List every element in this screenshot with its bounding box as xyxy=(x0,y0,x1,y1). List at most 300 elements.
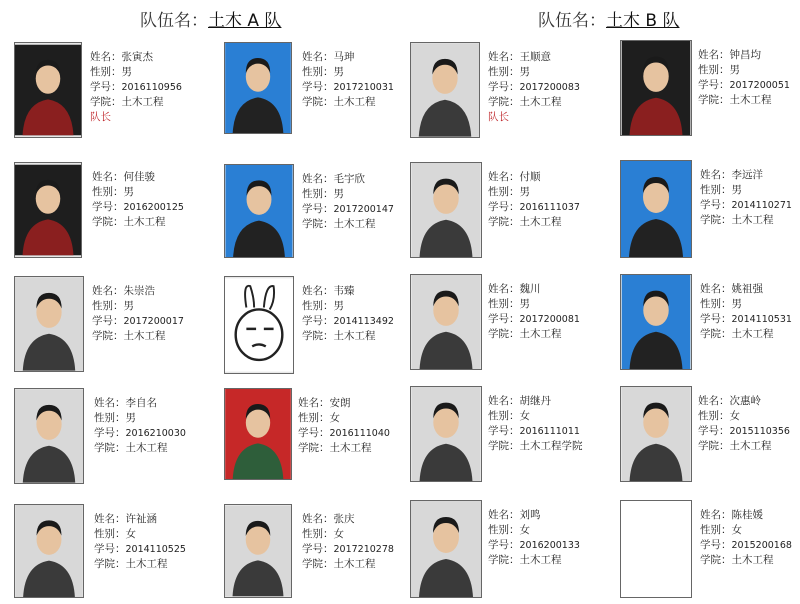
member-card xyxy=(14,504,204,604)
member-id-label: 学号： xyxy=(92,201,124,213)
member-id: 2016200125 xyxy=(123,202,184,213)
member-card xyxy=(620,40,800,140)
member-gender-label: 性别： xyxy=(488,186,520,198)
member-id: 2017200051 xyxy=(729,80,790,91)
member-gender: 女 xyxy=(125,528,136,540)
member-college: 土木工程 xyxy=(729,440,772,452)
member-name-row xyxy=(298,396,390,411)
member-gender-label: 性别： xyxy=(302,300,334,312)
member-name: 姚祖强 xyxy=(731,283,763,295)
member-college-label: 学院： xyxy=(700,328,732,340)
member-name-label: 姓名： xyxy=(90,51,122,63)
member-info xyxy=(698,48,790,108)
member-id: 2015200168 xyxy=(731,540,792,551)
member-gender-label: 性别： xyxy=(488,298,520,310)
member-gender: 男 xyxy=(333,300,344,312)
member-gender: 男 xyxy=(731,298,742,310)
member-info xyxy=(302,50,394,110)
member-id: 2014110271 xyxy=(731,200,792,211)
member-id-label: 学号： xyxy=(488,313,520,325)
member-photo xyxy=(620,500,692,598)
member-photo xyxy=(620,160,692,258)
member-id-label: 学号： xyxy=(698,79,730,91)
member-gender: 女 xyxy=(329,412,340,424)
member-name: 张寅杰 xyxy=(121,51,153,63)
member-card xyxy=(410,162,600,262)
team-name: 土木 B 队 xyxy=(606,11,680,31)
member-gender: 男 xyxy=(123,186,134,198)
member-college: 土木工程 xyxy=(519,554,562,566)
member-gender-row xyxy=(302,299,394,314)
member-id-row xyxy=(302,80,394,95)
member-card xyxy=(224,276,414,376)
member-college: 土木工程 xyxy=(519,216,562,228)
member-id-label: 学号： xyxy=(698,425,730,437)
member-name: 陈桂媛 xyxy=(731,509,763,521)
member-name-row xyxy=(90,50,182,65)
member-name-label: 姓名： xyxy=(94,397,126,409)
member-id-row xyxy=(94,426,186,441)
member-card xyxy=(14,42,204,142)
member-name-row xyxy=(92,284,184,299)
team-b-title xyxy=(538,6,679,31)
team-a-title xyxy=(140,6,281,31)
member-id-row xyxy=(92,200,184,215)
member-college-label: 学院： xyxy=(488,216,520,228)
member-name-row xyxy=(94,512,186,527)
member-id-row xyxy=(302,202,394,217)
member-gender-label: 性别： xyxy=(698,410,730,422)
member-id: 2017200083 xyxy=(519,82,580,93)
member-photo xyxy=(224,42,292,134)
member-id-label: 学号： xyxy=(488,81,520,93)
member-info xyxy=(298,396,390,456)
member-id-label: 学号： xyxy=(488,539,520,551)
member-info xyxy=(698,394,790,454)
member-id-label: 学号： xyxy=(302,315,334,327)
member-name-row xyxy=(700,508,792,523)
member-card xyxy=(410,500,600,600)
member-college-row xyxy=(302,217,394,232)
member-name: 马珅 xyxy=(333,51,355,63)
member-photo xyxy=(620,274,692,370)
member-info xyxy=(94,396,186,456)
member-name-row xyxy=(700,168,792,183)
member-name-row xyxy=(302,512,394,527)
member-gender-label: 性别： xyxy=(94,528,126,540)
member-photo xyxy=(224,276,294,374)
member-gender-row xyxy=(302,527,394,542)
member-gender-row xyxy=(92,185,184,200)
member-name-row xyxy=(488,50,580,65)
member-college-row xyxy=(488,327,580,342)
member-gender-label: 性别： xyxy=(488,410,520,422)
member-card xyxy=(14,162,204,262)
member-gender: 男 xyxy=(731,184,742,196)
member-name-row xyxy=(698,48,790,63)
member-gender-label: 性别： xyxy=(92,186,124,198)
member-id-label: 学号： xyxy=(488,425,520,437)
member-name-label: 姓名： xyxy=(488,509,520,521)
member-info xyxy=(94,512,186,572)
member-info xyxy=(90,50,182,125)
member-college-label: 学院： xyxy=(488,328,520,340)
member-name-row xyxy=(302,284,394,299)
member-college-label: 学院： xyxy=(698,94,730,106)
member-name-label: 姓名： xyxy=(302,513,334,525)
member-name-row xyxy=(488,394,583,409)
member-id-label: 学号： xyxy=(700,539,732,551)
member-id: 2015110356 xyxy=(729,426,790,437)
member-college: 土木工程 xyxy=(731,554,774,566)
member-id-label: 学号： xyxy=(488,201,520,213)
member-college: 土木工程 xyxy=(333,330,376,342)
member-card xyxy=(224,388,414,488)
member-college-label: 学院： xyxy=(302,558,334,570)
member-id: 2016110956 xyxy=(121,82,182,93)
member-gender-label: 性别： xyxy=(302,188,334,200)
member-id-label: 学号： xyxy=(302,81,334,93)
member-gender: 女 xyxy=(731,524,742,536)
team-title-prefix: 队伍名： xyxy=(140,11,208,31)
member-photo xyxy=(14,276,84,372)
member-gender: 女 xyxy=(519,524,530,536)
member-college-label: 学院： xyxy=(488,96,520,108)
member-info xyxy=(488,508,580,568)
member-college-label: 学院： xyxy=(488,440,520,452)
captain-tag: 队长 xyxy=(488,111,509,123)
member-gender-label: 性别： xyxy=(92,300,124,312)
member-gender: 男 xyxy=(121,66,132,78)
member-card xyxy=(620,274,800,374)
member-id-row xyxy=(90,80,182,95)
member-card xyxy=(410,274,600,374)
member-college: 土木工程 xyxy=(123,330,166,342)
member-photo xyxy=(410,386,482,482)
member-name: 钟昌均 xyxy=(729,49,761,61)
member-name-label: 姓名： xyxy=(488,283,520,295)
member-id-label: 学号： xyxy=(298,427,330,439)
member-id: 2014110525 xyxy=(125,544,186,555)
member-name-label: 姓名： xyxy=(700,509,732,521)
member-photo xyxy=(14,504,84,598)
member-info xyxy=(700,282,792,342)
member-college: 土木工程 xyxy=(125,558,168,570)
member-id-row xyxy=(298,426,390,441)
member-gender-label: 性别： xyxy=(302,528,334,540)
member-photo xyxy=(224,504,292,598)
member-gender-label: 性别： xyxy=(90,66,122,78)
member-college-row xyxy=(700,553,792,568)
member-name-label: 姓名： xyxy=(700,169,732,181)
member-college-label: 学院： xyxy=(92,330,124,342)
member-college-row xyxy=(488,553,580,568)
member-name-row xyxy=(488,170,580,185)
member-college-label: 学院： xyxy=(90,96,122,108)
member-college-row xyxy=(94,557,186,572)
member-name: 毛宇欣 xyxy=(333,173,365,185)
member-gender-row xyxy=(94,527,186,542)
member-info xyxy=(488,394,583,454)
member-id-row xyxy=(488,538,580,553)
member-id-row xyxy=(698,78,790,93)
member-college-label: 学院： xyxy=(698,440,730,452)
member-gender-label: 性别： xyxy=(302,66,334,78)
member-id: 2016111011 xyxy=(519,426,580,437)
member-id: 2017200081 xyxy=(519,314,580,325)
member-id-row xyxy=(302,542,394,557)
member-photo xyxy=(224,164,294,258)
member-gender-label: 性别： xyxy=(700,524,732,536)
member-gender: 男 xyxy=(519,66,530,78)
member-id-row xyxy=(488,80,580,95)
member-gender-row xyxy=(92,299,184,314)
member-name-row xyxy=(302,172,394,187)
member-college-row xyxy=(298,441,390,456)
member-college: 土木工程 xyxy=(731,214,774,226)
member-name: 李远洋 xyxy=(731,169,763,181)
member-gender-row xyxy=(302,65,394,80)
member-gender: 女 xyxy=(729,410,740,422)
member-college: 土木工程 xyxy=(125,442,168,454)
member-card xyxy=(410,386,600,486)
member-id: 2017200147 xyxy=(333,204,394,215)
member-card xyxy=(224,504,414,604)
member-card xyxy=(620,160,800,260)
member-id-label: 学号： xyxy=(94,543,126,555)
member-gender-label: 性别： xyxy=(488,524,520,536)
member-gender-label: 性别： xyxy=(488,66,520,78)
member-college-label: 学院： xyxy=(298,442,330,454)
member-info xyxy=(488,170,580,230)
member-college-row xyxy=(488,95,580,110)
member-photo xyxy=(410,500,482,598)
member-id-row xyxy=(488,424,583,439)
member-name-row xyxy=(302,50,394,65)
member-gender-row xyxy=(302,187,394,202)
member-id-row xyxy=(94,542,186,557)
member-name-label: 姓名： xyxy=(302,173,334,185)
member-gender: 男 xyxy=(333,66,344,78)
member-name-row xyxy=(94,396,186,411)
member-card xyxy=(224,164,414,264)
member-gender-row xyxy=(700,297,792,312)
member-name: 刘鸣 xyxy=(519,509,541,521)
member-college-label: 学院： xyxy=(302,218,334,230)
member-name-row xyxy=(700,282,792,297)
member-name-label: 姓名： xyxy=(302,51,334,63)
team-name: 土木 A 队 xyxy=(208,11,282,31)
member-id: 2016210030 xyxy=(125,428,186,439)
member-college-label: 学院： xyxy=(302,330,334,342)
member-name-label: 姓名： xyxy=(488,171,520,183)
member-name-label: 姓名： xyxy=(698,49,730,61)
member-info xyxy=(92,284,184,344)
member-college-row xyxy=(700,213,792,228)
member-info xyxy=(302,284,394,344)
member-name-label: 姓名： xyxy=(94,513,126,525)
member-college: 土木工程 xyxy=(123,216,166,228)
member-gender-label: 性别： xyxy=(698,64,730,76)
member-photo xyxy=(14,388,84,484)
member-id: 2017210031 xyxy=(333,82,394,93)
member-id: 2014110531 xyxy=(731,314,792,325)
member-gender-row xyxy=(90,65,182,80)
member-gender: 女 xyxy=(333,528,344,540)
member-gender-label: 性别： xyxy=(700,184,732,196)
member-id-label: 学号： xyxy=(302,203,334,215)
member-id: 2017200017 xyxy=(123,316,184,327)
member-photo xyxy=(410,274,482,370)
member-college-row xyxy=(488,215,580,230)
member-name: 韦臻 xyxy=(333,285,355,297)
member-name-label: 姓名： xyxy=(302,285,334,297)
member-college-row xyxy=(698,93,790,108)
member-gender-row xyxy=(488,185,580,200)
member-college: 土木工程 xyxy=(333,218,376,230)
member-gender-row xyxy=(94,411,186,426)
member-name: 朱崇浩 xyxy=(123,285,155,297)
captain-tag: 队长 xyxy=(90,111,111,123)
member-id-label: 学号： xyxy=(90,81,122,93)
member-info xyxy=(302,512,394,572)
member-card xyxy=(620,500,800,600)
member-id: 2017210278 xyxy=(333,544,394,555)
member-college-row xyxy=(94,441,186,456)
member-college: 土木工程 xyxy=(329,442,372,454)
member-name: 安朗 xyxy=(329,397,351,409)
member-college-label: 学院： xyxy=(92,216,124,228)
member-name-row xyxy=(92,170,184,185)
member-gender-label: 性别： xyxy=(94,412,126,424)
member-college-label: 学院： xyxy=(700,554,732,566)
member-id-row xyxy=(700,198,792,213)
member-gender-row xyxy=(488,523,580,538)
member-id-row xyxy=(700,538,792,553)
member-gender-label: 性别： xyxy=(700,298,732,310)
member-gender: 男 xyxy=(123,300,134,312)
member-id-row xyxy=(698,424,790,439)
member-college-row xyxy=(90,95,182,110)
member-gender: 女 xyxy=(519,410,530,422)
member-gender: 男 xyxy=(729,64,740,76)
team-title-prefix: 队伍名： xyxy=(538,11,606,31)
member-college: 土木工程 xyxy=(729,94,772,106)
member-info xyxy=(302,172,394,232)
member-name: 张庆 xyxy=(333,513,355,525)
member-name-label: 姓名： xyxy=(488,51,520,63)
member-name-row xyxy=(488,508,580,523)
member-college-row xyxy=(92,215,184,230)
member-college: 土木工程学院 xyxy=(519,440,583,452)
member-info xyxy=(488,282,580,342)
member-photo xyxy=(224,388,292,480)
member-id-label: 学号： xyxy=(700,199,732,211)
member-name: 何佳骏 xyxy=(123,171,155,183)
member-gender: 男 xyxy=(519,298,530,310)
member-gender-row xyxy=(698,409,790,424)
member-gender-row xyxy=(700,183,792,198)
member-name-label: 姓名： xyxy=(700,283,732,295)
member-card xyxy=(14,276,204,376)
member-name-row xyxy=(488,282,580,297)
member-info xyxy=(488,50,580,125)
member-college-row xyxy=(488,439,583,454)
member-college-label: 学院： xyxy=(700,214,732,226)
member-info xyxy=(700,168,792,228)
member-gender-row xyxy=(698,63,790,78)
member-id: 2016200133 xyxy=(519,540,580,551)
member-id-label: 学号： xyxy=(94,427,126,439)
member-name: 付顺 xyxy=(519,171,541,183)
member-college-label: 学院： xyxy=(488,554,520,566)
member-college-row xyxy=(92,329,184,344)
member-name-label: 姓名： xyxy=(298,397,330,409)
member-college: 土木工程 xyxy=(333,96,376,108)
member-photo xyxy=(14,162,82,258)
member-card xyxy=(224,42,414,142)
member-id-row xyxy=(302,314,394,329)
member-id-label: 学号： xyxy=(700,313,732,325)
member-name-label: 姓名： xyxy=(92,171,124,183)
member-college-row xyxy=(302,95,394,110)
member-gender-row xyxy=(700,523,792,538)
member-name: 胡继丹 xyxy=(519,395,551,407)
member-id: 2016111040 xyxy=(329,428,390,439)
member-name: 次惠岭 xyxy=(729,395,761,407)
member-college: 土木工程 xyxy=(121,96,164,108)
member-name-label: 姓名： xyxy=(92,285,124,297)
member-gender: 男 xyxy=(519,186,530,198)
member-name-row xyxy=(698,394,790,409)
member-card xyxy=(620,386,800,486)
member-id-label: 学号： xyxy=(302,543,334,555)
member-college-row xyxy=(698,439,790,454)
member-card xyxy=(410,42,600,142)
member-id-row xyxy=(488,200,580,215)
member-college-row xyxy=(302,329,394,344)
member-college: 土木工程 xyxy=(519,328,562,340)
member-id: 2016111037 xyxy=(519,202,580,213)
member-id-row xyxy=(488,312,580,327)
member-photo xyxy=(620,386,692,482)
member-college-row xyxy=(700,327,792,342)
member-college: 土木工程 xyxy=(333,558,376,570)
member-id-label: 学号： xyxy=(92,315,124,327)
member-gender: 男 xyxy=(125,412,136,424)
member-name-label: 姓名： xyxy=(698,395,730,407)
member-info xyxy=(700,508,792,568)
member-gender-row xyxy=(488,409,583,424)
member-gender-row xyxy=(488,65,580,80)
member-college-label: 学院： xyxy=(302,96,334,108)
member-college-label: 学院： xyxy=(94,558,126,570)
member-name-label: 姓名： xyxy=(488,395,520,407)
member-gender-label: 性别： xyxy=(298,412,330,424)
member-photo xyxy=(410,162,482,258)
member-id-row xyxy=(92,314,184,329)
member-name: 李自名 xyxy=(125,397,157,409)
member-id-row xyxy=(700,312,792,327)
member-name: 许祉涵 xyxy=(125,513,157,525)
member-info xyxy=(92,170,184,230)
member-name: 魏川 xyxy=(519,283,541,295)
member-gender: 男 xyxy=(333,188,344,200)
member-id: 2014113492 xyxy=(333,316,394,327)
member-college: 土木工程 xyxy=(519,96,562,108)
member-name: 王顺意 xyxy=(519,51,551,63)
member-college: 土木工程 xyxy=(731,328,774,340)
